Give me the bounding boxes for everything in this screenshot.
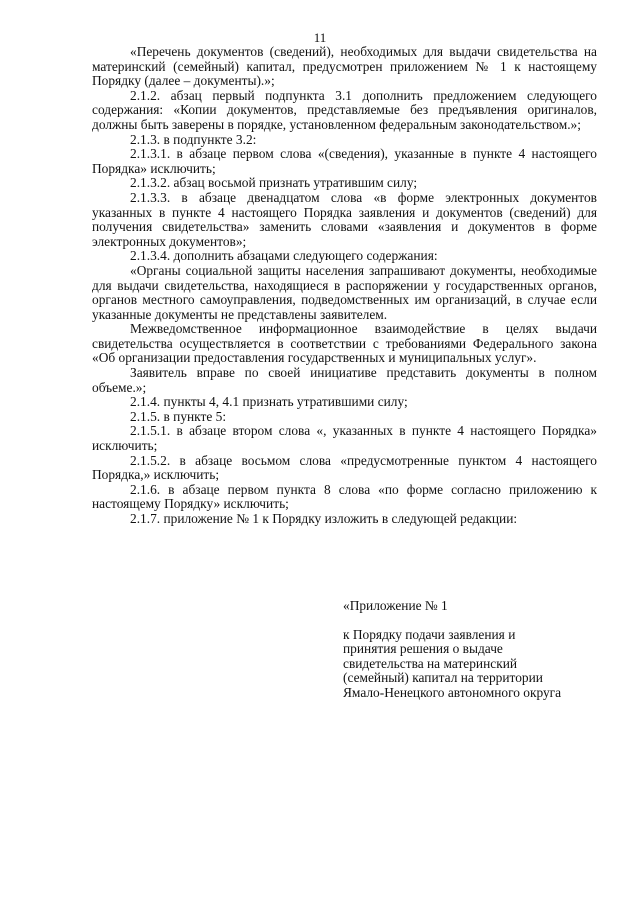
paragraph: Межведомственное информационное взаимодействие в целях выдачи свидетельства осуществляется в соответствии с требованиями Федерального закона «Об организации предоставления государственных и муниципальных услуг». xyxy=(92,321,597,366)
paragraph: 2.1.5.1. в абзаце втором слова «, указанных в пункте 4 настоящего Порядка» исключить; xyxy=(92,423,597,454)
appendix-title: «Приложение № 1 xyxy=(343,598,448,613)
paragraph: Заявитель вправе по своей инициативе представить документы в полном объеме.»; xyxy=(92,365,597,395)
paragraph: 2.1.3.2. абзац восьмой признать утратившим силу; xyxy=(130,175,418,191)
paragraph: 2.1.5.2. в абзаце восьмом слова «предусмотренные пунктом 4 настоящего Порядка,» исключить; xyxy=(92,452,597,483)
document-body xyxy=(92,45,597,527)
paragraph: 2.1.2. абзац первый подпункта 3.1 дополнить предложением следующего содержания: «Копии документов, представляемые без предъявления оригиналов, должны быть заверены в порядке, установленном федеральным законодательством.»; xyxy=(92,87,597,132)
paragraph: 2.1.7. приложение № 1 к Порядку изложить в следующей редакции: xyxy=(130,511,518,526)
appendix-line: (семейный) капитал на территории xyxy=(343,670,543,686)
appendix-line: принятия решения о выдаче xyxy=(343,641,503,657)
paragraph: «Перечень документов (сведений), необходимых для выдачи свидетельства на материнский (семейный) капитал, предусмотрен приложением № 1 к настоящему Порядку (далее – документы).»; xyxy=(92,44,597,89)
paragraph: 2.1.3.1. в абзаце первом слова «(сведения), указанные в пункте 4 настоящего Порядка» исключить; xyxy=(92,146,597,176)
paragraph: 2.1.4. пункты 4, 4.1 признать утратившими силу; xyxy=(130,394,408,410)
appendix-line: Ямало-Ненецкого автономного округа xyxy=(343,684,562,700)
paragraph: 2.1.5. в пункте 5: xyxy=(130,408,227,424)
appendix-header xyxy=(343,599,603,701)
paragraph: 2.1.3.4. дополнить абзацами следующего содержания: xyxy=(130,248,438,264)
paragraph: 2.1.6. в абзаце первом пункта 8 слова «по форме согласно приложению к настоящему Порядку» исключить; xyxy=(92,481,597,512)
appendix-line: к Порядку подачи заявления и xyxy=(343,626,516,642)
appendix-line: свидетельства на материнский xyxy=(343,655,518,671)
paragraph: 2.1.3.3. в абзаце двенадцатом слова «в форме электронных документов указанных в пункте 4 настоящего Порядка заявления и документов (сведений) для получения свидетельства» заменить словами «заявления и документов в форме электронных документов»; xyxy=(92,189,597,249)
paragraph: «Органы социальной защиты населения запрашивают документы, необходимые для выдачи свидетельства, находящиеся в распоряжении у государственных органов, органов местного самоуправления, подведомственных им организаций, в случае если указанные документы не представлены заявителем. xyxy=(92,262,597,322)
page-number: 11 xyxy=(313,30,327,45)
paragraph: 2.1.3. в подпункте 3.2: xyxy=(130,131,257,147)
